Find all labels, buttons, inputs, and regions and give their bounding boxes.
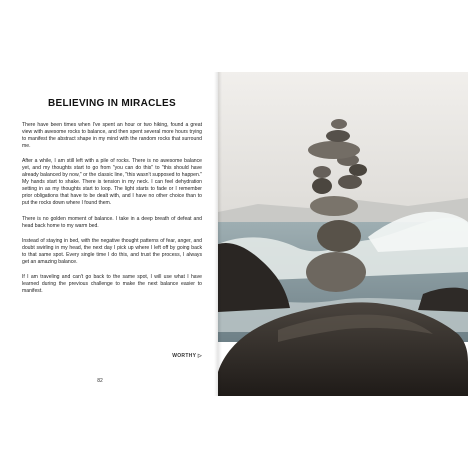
page-number: 82	[97, 378, 103, 384]
paragraph-2: After a while, I am still left with a pile of rocks. There is no awesome balance yet, and my thoughts start to go from "you can do this" to "this should have already balanced by now," or the classic line, "this wasn't supposed to happen." My hands start to shake. There is tension in my neck. I can feel dehydration setting in as my thoughts start to loop. The light starts to fade or I remember prior obligations that have to be dealt with, and I have no other choice than to put the rocks down where I found them.	[22, 158, 202, 207]
stone-6	[338, 175, 362, 189]
rock-balance-photo	[218, 72, 468, 396]
stone-7	[349, 164, 367, 176]
stone-4	[312, 178, 332, 194]
triangle-right-icon: ▷	[197, 353, 202, 359]
stone-11	[331, 119, 347, 129]
book-gutter-shadow	[214, 72, 222, 396]
stone-2	[317, 220, 361, 252]
stone-3	[310, 196, 358, 216]
page-title: BELIEVING IN MIRACLES	[48, 98, 176, 109]
body-text	[22, 122, 202, 303]
paragraph-1: There have been times when I've spent an hour or two hiking, found a great view with awesome rocks to balance, and then spent several more hours trying to manifest the abstract shape in my mind with the random rocks that surround me.	[22, 122, 202, 150]
stone-5	[313, 166, 331, 178]
footer-label: WORTHY	[172, 353, 197, 359]
text-page	[0, 72, 218, 396]
paragraph-4: Instead of staying in bed, with the negative thought patterns of fear, anger, and doubt swirling in my head, the next day I pick up where I left off by going back to that same spot. Every single time I do this, and trust the process, I always get an amazing balance.	[22, 237, 202, 265]
stone-9	[308, 141, 360, 159]
stone-10	[326, 130, 350, 142]
paragraph-3: There is no golden moment of balance. I take in a deep breath of defeat and head back home to my warm bed.	[22, 215, 202, 229]
section-footer	[146, 353, 202, 359]
paragraph-5: If I am traveling and can't go back to the same spot, I will use what I have learned during the previous challenge to make the next balance easier to manifest.	[22, 273, 202, 294]
stone-base	[306, 252, 366, 292]
